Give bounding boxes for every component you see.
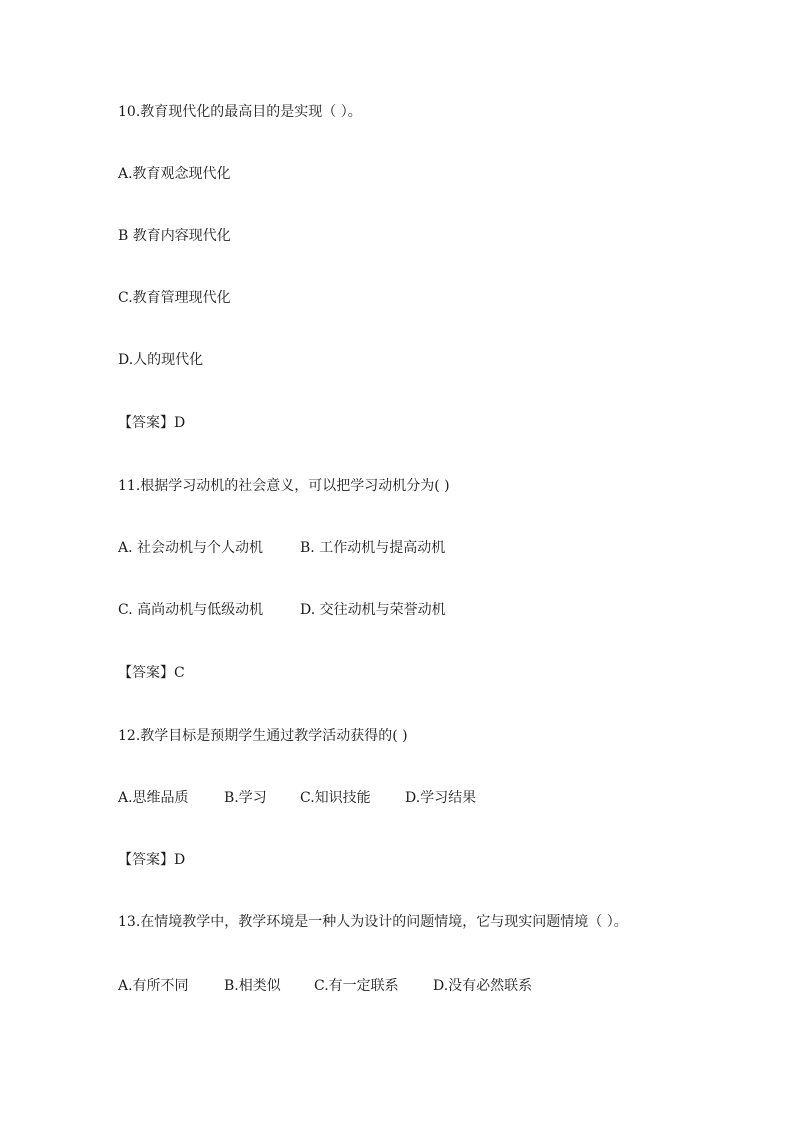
question-11-option-a: A. 社会动机与个人动机 (118, 540, 264, 556)
question-10-answer: 【答案】D (118, 415, 186, 431)
question-12-option-b: B.学习 (224, 790, 267, 806)
question-12-option-c: C.知识技能 (300, 790, 371, 806)
question-11-answer: 【答案】C (118, 665, 185, 681)
question-10-stem: 10.教育现代化的最高目的是实现（ ）。 (118, 104, 362, 120)
question-12-stem: 12.教学目标是预期学生通过教学活动获得的( ) (118, 728, 408, 744)
question-12-answer: 【答案】D (118, 852, 186, 868)
question-11-option-d: D. 交往动机与荣誉动机 (300, 602, 446, 618)
question-13-option-b: B.相类似 (224, 978, 281, 994)
question-10-option-c: C.教育管理现代化 (118, 290, 231, 306)
question-10-option-a: A.教育观念现代化 (118, 166, 231, 182)
question-13-option-a: A.有所不同 (118, 978, 189, 994)
question-13-option-c: C.有一定联系 (314, 978, 399, 994)
question-11-stem: 11.根据学习动机的社会意义，可以把学习动机分为( ) (118, 478, 450, 494)
question-13-stem: 13.在情境教学中，教学环境是一种人为设计的问题情境，它与现实问题情境（ ）。 (118, 914, 628, 930)
question-13-option-d: D.没有必然联系 (433, 978, 533, 994)
question-11-option-c: C. 高尚动机与低级动机 (118, 602, 264, 618)
question-10-option-b: B 教育内容现代化 (118, 228, 231, 244)
question-11-option-b: B. 工作动机与提高动机 (300, 540, 446, 556)
question-10-option-d: D.人的现代化 (118, 352, 204, 368)
question-12-option-d: D.学习结果 (405, 790, 477, 806)
question-12-option-a: A.思维品质 (118, 790, 189, 806)
